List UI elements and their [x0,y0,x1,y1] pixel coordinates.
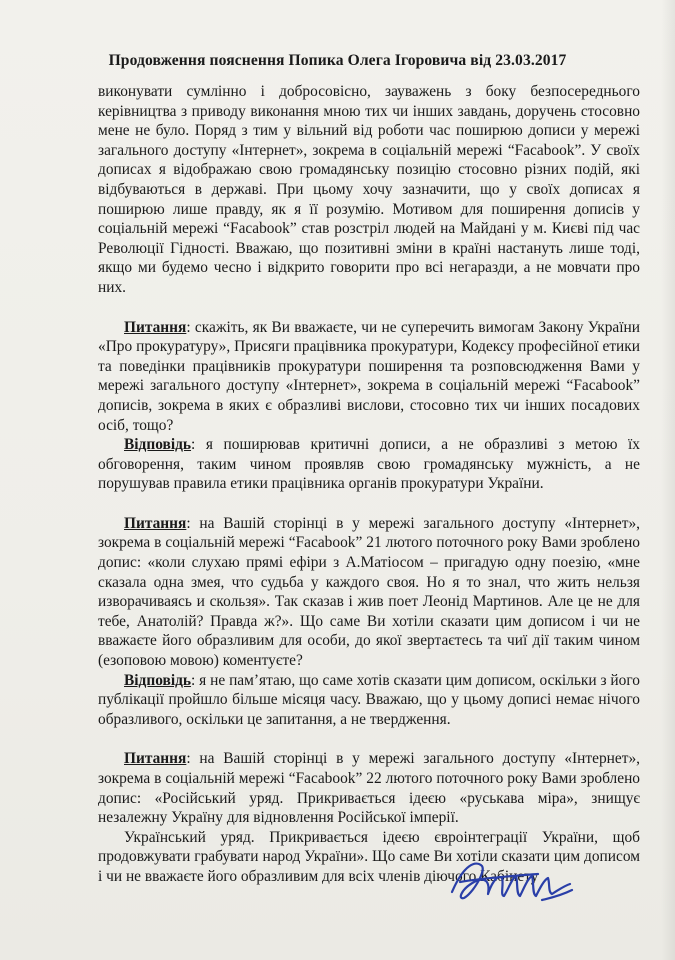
question-2 [98,514,640,671]
paragraph-gap [98,494,640,514]
paragraph-gap [98,729,640,749]
document-body [98,82,640,887]
answer-text: : я поширював критичні дописи, а не образливі з метою їх обговорення, таким чином проявляв свою громадянську мужність, а не порушував правила етики працівника органів прокуратури України. [98,436,640,493]
paragraph-intro: виконувати сумлінно і добросовісно, зауважень з боку безпосереднього керівництва з приводу виконання мною тих чи інших завдань, доручень стосовно мене не було. Поряд з тим у вільний від роботи час поширюю дописи у мережі загального доступу «Інтернет», зокрема в соціальній мережі “Facabook”. У своїх дописах я відображаю свою громадянську позицію стосовно різних подій, які відбуваються в державі. При цьому хочу зазначити, що у своїх дописах я поширюю лише правду, як я її розумію. Мотивом для поширення дописів у соціальній мережі “Facabook” став розстріл людей на Майдані у м. Києві під час Революції Гідності. Вважаю, що позитивні зміни в країні настануть лише тоді, якщо ми будемо чесно і відкрито говорити про всі негаразди, а не мовчати про них. [98,83,640,296]
paragraph-gap [98,298,640,318]
answer-label: Відповідь [124,436,192,454]
question-text: : скажіть, як Ви вважаєте, чи не суперечить вимогам Закону України «Про прокуратуру», Присяги працівника прокуратури, Кодексу професійної етики та поведінки працівників прокуратури поширення та розповсюдження Вами у мережі загального доступу «Інтернет», зокрема в соціальній мережі “Facabook” дописів, зокрема в яких є образливі вислови, стосовно тих чи інших посадових осіб, тощо? [98,318,640,434]
signature-mark [442,852,582,912]
question-label: Питання [124,514,187,532]
question-3 [98,749,640,827]
answer-2 [98,671,640,730]
question-text: : на Вашій сторінці в у мережі загального доступу «Інтернет», зокрема в соціальній мережі “Facabook” 21 лютого поточного року Вами зроблено допис: «коли слухаю прямі ефіри з А.Матіосом – пригадую одну поезію, «мне сказала одна змея, что судьба у каждого своя. Но я то знал, что жить нельзя изворачиваясь и скользя». Так сказав і жив поет Леонід Мартинов. Але це не для тебе, Анатолій? Правда ж?». Що саме Ви хотіли сказати цим дописом і чи не вважаєте його образливим для особи, до якої звертаєтесь та чиї дії таким чином (езоповою мовою) коментуєте? [98,514,640,670]
answer-text: : я не пам’ятаю, що саме хотів сказати цим дописом, оскільки з його публікації пройшло більше місяця часу. Вважаю, що у цьому дописі немає нічого образливого, оскільки це запитання, а не твердження. [98,671,640,728]
answer-1 [98,435,640,494]
document-title: Продовження пояснення Попика Олега Ігоровича від 23.03.2017 [108,52,567,69]
question-label: Питання [124,318,187,336]
answer-label: Відповідь [124,671,192,689]
question-label: Питання [124,750,187,768]
question-1 [98,318,640,436]
paragraph-continuation: Український уряд. Прикривається ідеєю євроінтеграції України, щоб продовжувати грабувати народ України». Що саме Ви хотіли сказати цим дописом і чи не вважаєте його образливим для всіх членів діючого Кабінету [98,828,640,885]
question-text: : на Вашій сторінці в у мережі загального доступу «Інтернет», зокрема в соціальній мережі “Facabook” 22 лютого поточного року Вами зроблено допис: «Російський уряд. Прикривається ідеєю «руськава міра», знищує незалежну Україну для відновлення Російської імперії. [98,750,640,827]
page-edge-shadow [661,0,675,960]
